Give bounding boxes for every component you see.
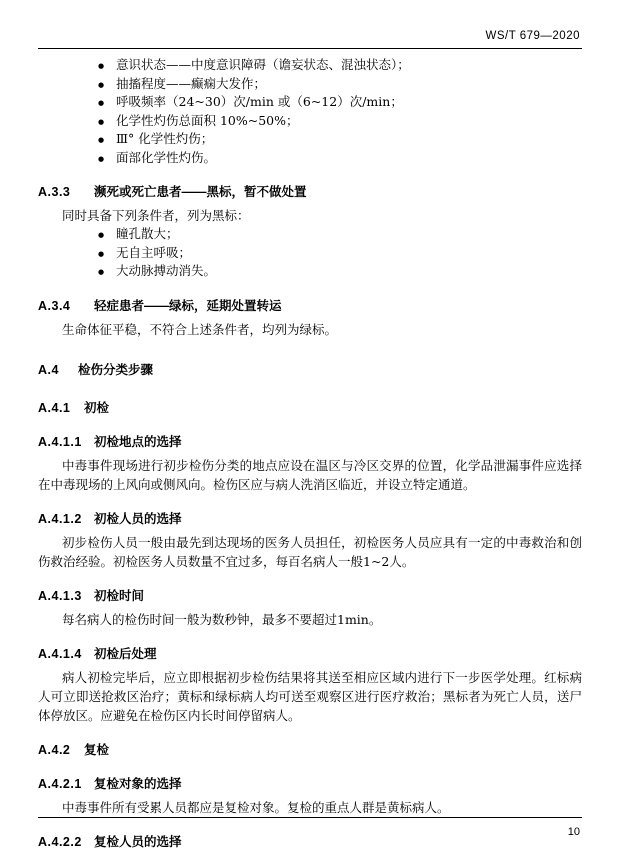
section-title: 复检对象的选择 xyxy=(94,776,182,791)
section-heading-a4 xyxy=(38,361,582,379)
section-heading-a413 xyxy=(38,587,582,605)
list-item: ● 抽搐程度——癫痫大发作； xyxy=(38,75,582,94)
list-item: ● 意识状态——中度意识障碍（谵妄状态、混浊状态）； xyxy=(38,56,582,75)
section-heading-a421 xyxy=(38,775,582,793)
page-content xyxy=(38,56,582,853)
page-number: 10 xyxy=(567,826,580,838)
section-number: A.4.1.1 xyxy=(38,434,82,449)
section-title: 轻症患者——绿标，延期处置转运 xyxy=(94,298,282,313)
list-item: ● 呼吸频率（24~30）次/min 或（6~12）次/min； xyxy=(38,93,582,112)
header-rule xyxy=(38,48,582,49)
section-title: 初检后处理 xyxy=(94,646,157,661)
paragraph: 中毒事件现场进行初步检伤分类的地点应设在温区与冷区交界的位置，化学品泄漏事件应选择在中毒现场的上风向或侧风向。检伤区应与病人洗消区临近，并设立特定通道。 xyxy=(38,457,582,492)
list-item: ● 大动脉搏动消失。 xyxy=(38,262,582,281)
section-number: A.4.1 xyxy=(38,400,71,415)
paragraph: 每名病人的检伤时间一般为数秒钟，最多不要超过1min。 xyxy=(62,611,382,627)
list-item: ● 瞳孔散大； xyxy=(38,225,582,244)
bullet-list-criteria xyxy=(38,56,582,167)
section-number: A.4.2 xyxy=(38,742,71,757)
section-title: 复检 xyxy=(84,742,110,757)
section-title: 濒死或死亡患者——黑标，暂不做处置 xyxy=(94,185,307,199)
paragraph: 中毒事件所有受累人员都应是复检对象。复检的重点人群是黄标病人。 xyxy=(62,799,450,815)
paragraph: 病人初检完毕后，应立即根据初步检伤结果将其送至相应区域内进行下一步医学处理。红标病人可立即送抢救区治疗；黄标和绿标病人均可送至观察区进行医疗救治；黑标者为死亡人员，送尸体停放区。应避免在检伤区内长时间停留病人。 xyxy=(38,669,582,723)
section-heading-a34 xyxy=(38,297,582,315)
section-number: A.4.2.2 xyxy=(38,834,82,849)
section-heading-a412 xyxy=(38,510,582,528)
list-item: ● Ⅲ° 化学性灼伤； xyxy=(38,130,582,149)
section-heading-a422 xyxy=(38,833,582,851)
section-heading-a41 xyxy=(38,399,582,417)
section-title: 复检人员的选择 xyxy=(94,834,182,849)
list-item: ● 无自主呼吸； xyxy=(38,244,582,263)
list-item: ● 面部化学性灼伤。 xyxy=(38,149,582,168)
paragraph: 生命体征平稳，不符合上述条件者，均列为绿标。 xyxy=(62,321,338,337)
section-number: A.3.3 xyxy=(38,185,71,199)
section-heading-a33 xyxy=(38,183,582,201)
paragraph: 初步检伤人员一般由最先到达现场的医务人员担任，初检医务人员应具有一定的中毒救治和创伤救治经验。初检医务人员数量不宜过多，每百名病人一般1~2人。 xyxy=(38,534,582,569)
section-title: 初检人员的选择 xyxy=(94,511,182,526)
section-title: 初检 xyxy=(84,400,110,415)
section-title: 初检地点的选择 xyxy=(94,434,182,449)
page-header: WS/T 679—2020 xyxy=(485,30,580,42)
paragraph: 同时具备下列条件者，列为黑标： xyxy=(62,208,250,223)
bullet-list-black-tag xyxy=(38,225,582,281)
section-title: 初检时间 xyxy=(94,588,145,603)
section-number: A.3.4 xyxy=(38,298,71,313)
footer-rule xyxy=(38,817,582,818)
section-number: A.4.1.2 xyxy=(38,511,82,526)
section-number: A.4 xyxy=(38,362,59,377)
section-heading-a42 xyxy=(38,741,582,759)
list-item: ● 化学性灼伤总面积 10%~50%； xyxy=(38,112,582,131)
section-heading-a411 xyxy=(38,433,582,451)
section-number: A.4.2.1 xyxy=(38,776,82,791)
section-number: A.4.1.3 xyxy=(38,588,82,603)
section-heading-a414 xyxy=(38,645,582,663)
section-number: A.4.1.4 xyxy=(38,646,82,661)
section-title: 检伤分类步骤 xyxy=(78,362,154,377)
